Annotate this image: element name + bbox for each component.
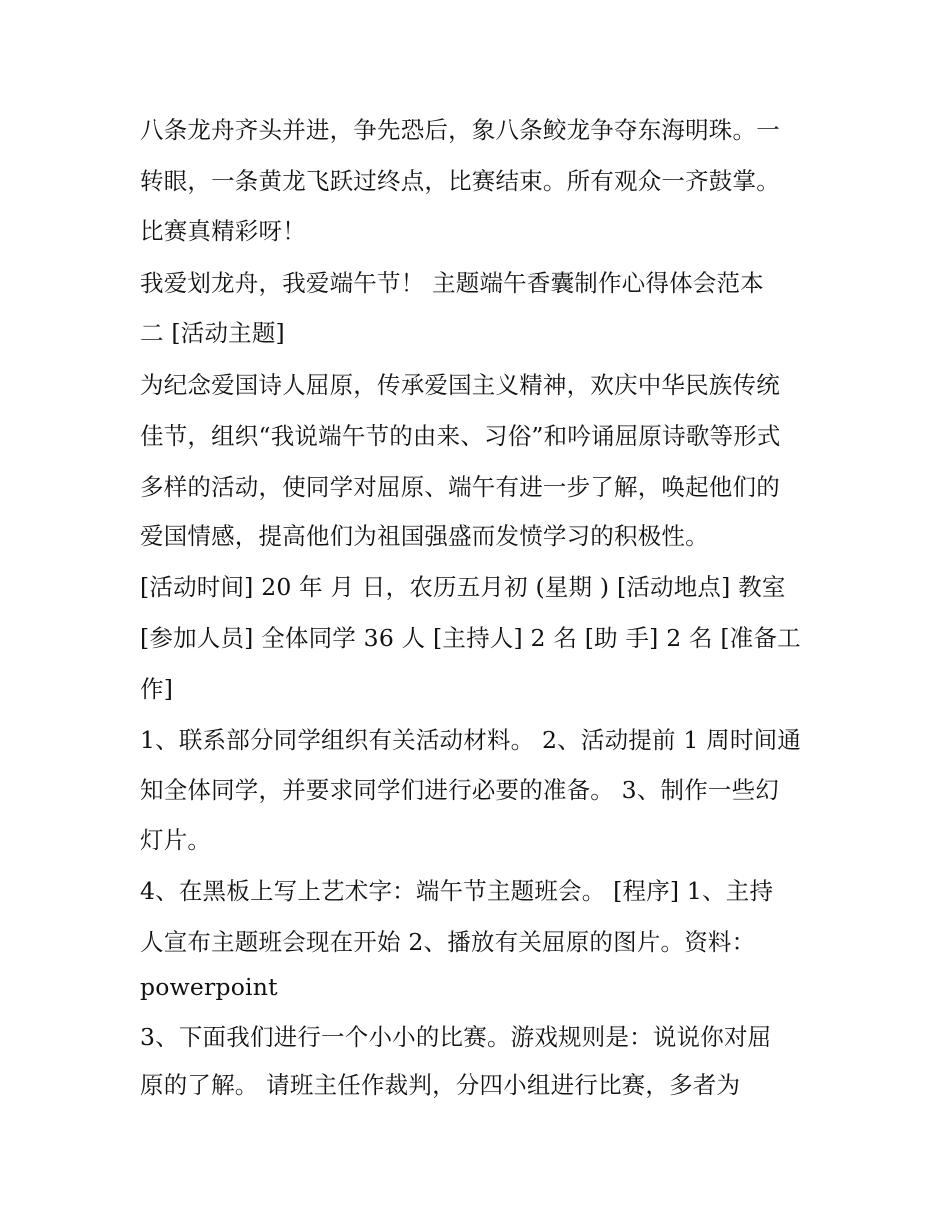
text-line: 知全体同学，并要求同学们进行必要的准备。 3、制作一些幻 bbox=[140, 776, 780, 804]
text-line: 原的了解。 请班主任作裁判，分四小组进行比赛，多者为 bbox=[140, 1071, 741, 1099]
text-line: 八条龙舟齐头并进，争先恐后，象八条鲛龙争夺东海明珠。一 bbox=[140, 116, 780, 144]
text-line: 灯片。 bbox=[140, 826, 212, 854]
text-line: 3、下面我们进行一个小小的比赛。游戏规则是：说说你对屈 bbox=[140, 1023, 772, 1051]
text-line: 1、联系部分同学组织有关活动材料。 2、活动提前 1 周时间通 bbox=[140, 726, 801, 754]
text-line: 作] bbox=[140, 675, 174, 703]
text-line: powerpoint bbox=[140, 973, 278, 1001]
text-line: 转眼，一条黄龙飞跃过终点，比赛结束。所有观众一齐鼓掌。 bbox=[140, 167, 780, 195]
text-line: 人宣布主题班会现在开始 2、播放有关屈原的图片。资料： bbox=[140, 928, 756, 956]
text-line: 比赛真精彩呀！ bbox=[140, 217, 306, 245]
text-line: 多样的活动，使同学对屈原、端午有进一步了解，唤起他们的 bbox=[140, 473, 780, 501]
text-line: 为纪念爱国诗人屈原，传承爱国主义精神，欢庆中华民族传统 bbox=[140, 371, 780, 399]
text-line: 佳节，组织“我说端午节的由来、习俗”和吟诵屈原诗歌等形式 bbox=[140, 422, 781, 450]
text-line: 4、在黑板上写上艺术字：端午节主题班会。 [程序] 1、主持 bbox=[140, 877, 774, 905]
text-line: 二 [活动主题] bbox=[140, 319, 285, 347]
text-line: [参加人员] 全体同学 36 人 [主持人] 2 名 [助 手] 2 名 [准备工 bbox=[140, 624, 801, 652]
text-line: [活动时间] 20 年 月 日，农历五月初 (星期 ) [活动地点] 教室 bbox=[140, 573, 786, 601]
text-line: 爱国情感，提高他们为祖国强盛而发愤学习的积极性。 bbox=[140, 522, 709, 550]
text-line: 我爱划龙舟，我爱端午节！ 主题端午香囊制作心得体会范本 bbox=[140, 269, 764, 297]
